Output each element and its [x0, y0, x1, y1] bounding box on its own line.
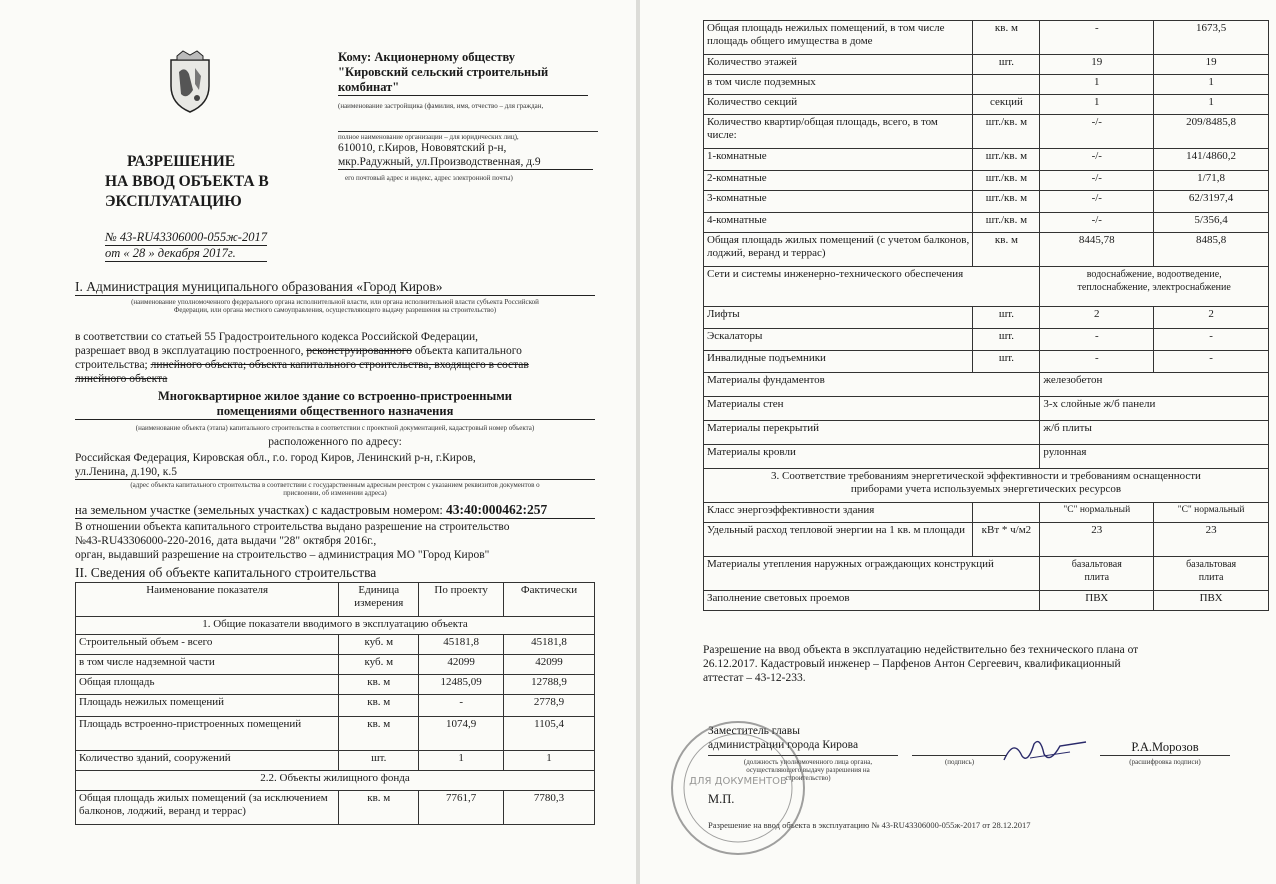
table-row: [704, 445, 1269, 469]
cell-project: -/-: [1040, 149, 1154, 171]
table-row: [704, 307, 1269, 329]
cell-name: Строительный объем - всего: [76, 635, 339, 655]
cell-project: "С" нормальный: [1040, 503, 1154, 523]
table-row: [704, 115, 1269, 149]
recipient-name-line-3: комбинат": [338, 80, 588, 96]
table-group-row: [76, 771, 595, 791]
cell-unit: куб. м: [339, 635, 419, 655]
cell-value: железобетон: [1040, 373, 1269, 397]
section3-title-line-1: 3. Соответствие требованиям энергетической эффективности и требованиям оснащенности: [771, 470, 1201, 482]
table-section-row: [704, 469, 1269, 503]
cell-unit: секций: [973, 95, 1040, 115]
object-name-line-1: Многоквартирное жилое здание со встроенно-пристроенными: [158, 389, 512, 403]
recipient-label: Кому:: [338, 50, 372, 64]
table-row: [704, 523, 1269, 557]
section1-title: I. Администрация муниципального образования «Город Киров»: [75, 279, 595, 296]
cell-name: Количество секций: [704, 95, 973, 115]
signer-caption-line-2: осуществляющего выдачу разрешения на: [746, 766, 870, 774]
located-label: расположенного по адресу:: [268, 436, 402, 448]
table-row: [704, 21, 1269, 55]
table-header-row: [76, 583, 595, 617]
table-row: [76, 751, 595, 771]
signature-line: [912, 755, 1007, 756]
insulation-actual-line-1: базальтовая: [1186, 559, 1237, 570]
cell-actual: "С" нормальный: [1154, 503, 1269, 523]
cell-unit: кв. м: [973, 21, 1040, 55]
table-row: [76, 635, 595, 655]
cell-project: -: [1040, 351, 1154, 373]
cell-unit: шт.: [973, 329, 1040, 351]
table-row: [76, 791, 595, 825]
cell-name: Материалы перекрытий: [704, 421, 1040, 445]
table-row: [704, 213, 1269, 233]
cell-unit: шт./кв. м: [973, 149, 1040, 171]
cell-name: Материалы кровли: [704, 445, 1040, 469]
cell-actual: 2778,9: [504, 695, 595, 717]
signer-name: Р.А.Морозов: [1100, 740, 1230, 756]
cadastral-number: 43:40:000462:257: [446, 502, 548, 517]
signer-name-caption: (расшифровка подписи): [1129, 758, 1201, 766]
table-row: [704, 267, 1269, 307]
build-permit-line-2: №43-RU43306000-220-2016, дата выдачи "28" октября 2016г.,: [75, 535, 377, 547]
cell-project: -/-: [1040, 213, 1154, 233]
cell-value: рулонная: [1040, 445, 1269, 469]
table-row: [704, 75, 1269, 95]
permission-struck-text-1: реконструированного: [306, 345, 412, 357]
object-address-caption-line-2: присвоении, об изменении адреса): [283, 489, 387, 497]
cell-name: Лифты: [704, 307, 973, 329]
recipient-address-caption: его почтовый адрес и индекс, адрес электронной почты): [345, 174, 513, 182]
cell-name: 4-комнатные: [704, 213, 973, 233]
recipient-block: [338, 50, 628, 96]
recipient-name-line-1: Акционерному обществу: [374, 50, 516, 64]
signer-caption-line-3: строительство): [785, 774, 831, 782]
cell-unit: шт.: [973, 351, 1040, 373]
cell-name: Количество квартир/общая площадь, всего, в том числе:: [704, 115, 973, 149]
cell-actual: 1105,4: [504, 717, 595, 751]
cell-name: Количество этажей: [704, 55, 973, 75]
cell-unit: шт.: [973, 307, 1040, 329]
build-permit-line-3: орган, выдавший разрешение на строительство – администрация МО "Город Киров": [75, 549, 490, 561]
cell-unit: [973, 503, 1040, 523]
cell-name: Общая площадь нежилых помещений, в том числе площадь общего имущества в доме: [704, 21, 973, 55]
permission-line-3: строительства;: [75, 359, 151, 371]
cell-unit: шт.: [973, 55, 1040, 75]
table-row: [704, 397, 1269, 421]
cell-name: Материалы стен: [704, 397, 1040, 421]
column-header: Фактически: [504, 583, 595, 617]
document-title-line-3: ЭКСПЛУАТАЦИЮ: [105, 193, 242, 210]
cell-project: 23: [1040, 523, 1154, 557]
table-row: [76, 675, 595, 695]
cell-unit: шт./кв. м: [973, 213, 1040, 233]
cell-actual: 23: [1154, 523, 1269, 557]
validity-note-line-3: аттестат – 43-12-233.: [703, 672, 806, 684]
cell-name: 2-комнатные: [704, 171, 973, 191]
cell-project: -/-: [1040, 191, 1154, 213]
signature-caption: (подпись): [944, 758, 975, 766]
group-title: 2.2. Объекты жилищного фонда: [76, 771, 595, 791]
insulation-project-line-2: плита: [1084, 572, 1110, 583]
column-header: По проекту: [419, 583, 504, 617]
table-row: [704, 421, 1269, 445]
cell-name: Общая площадь жилых помещений (с учетом балконов, лоджий, веранд и террас): [704, 233, 973, 267]
object-name: [75, 389, 595, 420]
cell-name: Площадь нежилых помещений: [76, 695, 339, 717]
cell-name: Общая площадь: [76, 675, 339, 695]
document-number-text: № 43-RU43306000-055ж-2017: [105, 230, 267, 244]
cell-project: -: [1040, 329, 1154, 351]
cell-unit: шт./кв. м: [973, 115, 1040, 149]
object-address-caption-line-1: (адрес объекта капитального строительства в соответствии с государственным адресным реестром с указанием реквизитов документов о: [130, 481, 540, 489]
cell-actual: 7780,3: [504, 791, 595, 825]
cell-unit: кв. м: [339, 675, 419, 695]
cell-actual: 1/71,8: [1154, 171, 1269, 191]
cell-value: 3-х слойные ж/б панели: [1040, 397, 1269, 421]
section3-title: [704, 469, 1269, 503]
cell-unit: кв. м: [973, 233, 1040, 267]
cell-actual: 1: [504, 751, 595, 771]
section1-caption-line-1: (наименование уполномоченного федерального органа исполнительной власти, или органа исполнительной власти субъекта Российской: [131, 298, 539, 306]
cell-unit: [973, 75, 1040, 95]
stamp-text: ДЛЯ ДОКУМЕНТОВ: [689, 776, 787, 787]
cell-unit: шт.: [339, 751, 419, 771]
validity-note-line-1: Разрешение на ввод объекта в эксплуатацию недействительно без технического плана от: [703, 644, 1139, 656]
cell-name: Заполнение световых проемов: [704, 591, 1040, 611]
cell-project: -/-: [1040, 115, 1154, 149]
table-row: [704, 55, 1269, 75]
seal-place-label: М.П.: [708, 792, 735, 806]
object-info-table-right: [703, 20, 1269, 611]
cell-unit: кв. м: [339, 695, 419, 717]
table-row: [704, 171, 1269, 191]
cell-actual: 12788,9: [504, 675, 595, 695]
cell-unit: шт./кв. м: [973, 171, 1040, 191]
cell-actual: 42099: [504, 655, 595, 675]
cell-name: Площадь встроенно-пристроенных помещений: [76, 717, 339, 751]
cell-actual: 5/356,4: [1154, 213, 1269, 233]
cell-actual: 2: [1154, 307, 1269, 329]
cell-project: 1: [419, 751, 504, 771]
cell-name: в том числе надземной части: [76, 655, 339, 675]
cell-value: ж/б плиты: [1040, 421, 1269, 445]
table-row: [704, 557, 1269, 591]
section3-title-line-2: приборами учета используемых энергетических ресурсов: [850, 483, 1122, 495]
insulation-actual-line-2: плита: [1198, 572, 1224, 583]
column-header: Единица измерения: [339, 583, 419, 617]
cell-name: в том числе подземных: [704, 75, 973, 95]
validity-note-line-2: 26.12.2017. Кадастровый инженер – Парфенов Антон Сергеевич, квалификационный: [703, 658, 1121, 670]
cell-project: -: [419, 695, 504, 717]
permission-struck-text-2: линейного объекта; объекта капитального строительства, входящего в состав: [150, 359, 529, 371]
cell-project: 1: [1040, 95, 1154, 115]
table-row: [704, 591, 1269, 611]
table-row: [76, 717, 595, 751]
land-plot: [75, 502, 595, 519]
table-row: [76, 655, 595, 675]
cell-project: -/-: [1040, 171, 1154, 191]
cell-actual: 45181,8: [504, 635, 595, 655]
table-row: [704, 351, 1269, 373]
section2-title: II. Сведения об объекте капитального строительства: [75, 565, 377, 580]
insulation-project-line-1: базальтовая: [1071, 559, 1122, 570]
left-page: [0, 0, 636, 884]
cell-project: 1: [1040, 75, 1154, 95]
permission-line-2-end: объекта капитального: [411, 345, 522, 357]
recipient-address-line-2: мкр.Радужный, ул.Производственная, д.9: [338, 155, 593, 170]
object-caption: (наименование объекта (этапа) капитального строительства в соответствии с проектной документацией, кадастровый номер объекта): [135, 424, 535, 432]
cell-actual: 8485,8: [1154, 233, 1269, 267]
signer-title-line-1: Заместитель главы: [708, 725, 800, 737]
object-address-line-1: Российская Федерация, Кировская обл., г.о. город Киров, Ленинский р-н, г.Киров,: [75, 452, 476, 464]
cell-name: 1-комнатные: [704, 149, 973, 171]
document-title: [105, 152, 315, 212]
permission-line-2: разрешает ввод в эксплуатацию построенного,: [75, 345, 307, 357]
cell-project: 19: [1040, 55, 1154, 75]
footer-note: Разрешение на ввод объекта в эксплуатацию № 43-RU43306000-055ж-2017 от 28.12.2017: [708, 820, 1031, 830]
document-title-line-1: РАЗРЕШЕНИЕ: [127, 153, 236, 170]
table-row: [704, 149, 1269, 171]
section1-caption: [75, 298, 595, 314]
build-permit-line-1: В отношении объекта капитального строительства выдано разрешение на строительство: [75, 521, 510, 533]
official-stamp-icon: [668, 718, 808, 858]
cell-actual: -: [1154, 351, 1269, 373]
networks-line-2: теплоснабжение, электроснабжение: [1077, 282, 1231, 293]
cell-actual: 141/4860,2: [1154, 149, 1269, 171]
cell-actual: 1673,5: [1154, 21, 1269, 55]
object-info-table-left: [75, 582, 595, 825]
cell-name: Удельный расход тепловой энергии на 1 кв. м площади: [704, 523, 973, 557]
cell-unit: кв. м: [339, 717, 419, 751]
cell-unit: кВт * ч/м2: [973, 523, 1040, 557]
cell-project: 7761,7: [419, 791, 504, 825]
build-permit: [75, 520, 595, 562]
cell-project: 8445,78: [1040, 233, 1154, 267]
cell-name: Материалы утепления наружных ограждающих конструкций: [704, 557, 1040, 591]
permission-line-1: в соответствии со статьей 55 Градостроительного кодекса Российской Федерации,: [75, 331, 479, 343]
cell-project: 45181,8: [419, 635, 504, 655]
cell-name: 3-комнатные: [704, 191, 973, 213]
cell-name: Класс энергоэффективности здания: [704, 503, 973, 523]
cell-name: Количество зданий, сооружений: [76, 751, 339, 771]
signature-icon: [1000, 734, 1090, 768]
recipient-name-line-2: "Кировский сельский строительный: [338, 65, 549, 79]
coat-of-arms-icon: [165, 50, 215, 114]
recipient-caption-2: полное наименование организации – для юридических лиц),: [338, 131, 598, 141]
recipient-caption-1: (наименование застройщика (фамилия, имя, отчество – для граждан,: [338, 102, 544, 110]
cell-actual: -: [1154, 329, 1269, 351]
object-address-line-2: ул.Ленина, д.190, к.5: [75, 465, 595, 480]
document-title-line-2: НА ВВОД ОБЪЕКТА В: [105, 173, 269, 190]
object-name-line-2: помещениями общественного назначения: [75, 404, 595, 420]
cell-actual: 1: [1154, 75, 1269, 95]
cell-actual: ПВХ: [1154, 591, 1269, 611]
table-row: [704, 503, 1269, 523]
recipient-address-line-1: 610010, г.Киров, Нововятский р-н,: [338, 142, 507, 154]
cell-value: [1040, 267, 1269, 307]
cell-name: Эскалаторы: [704, 329, 973, 351]
cell-project: 2: [1040, 307, 1154, 329]
table-row: [704, 329, 1269, 351]
cell-actual: 62/3197,4: [1154, 191, 1269, 213]
networks-line-1: водоснабжение, водоотведение,: [1086, 269, 1222, 280]
validity-note: [703, 643, 1269, 685]
cell-name: Инвалидные подъемники: [704, 351, 973, 373]
cell-unit: куб. м: [339, 655, 419, 675]
table-row: [704, 233, 1269, 267]
cell-name: Сети и системы инженерно-технического обеспечения: [704, 267, 1040, 307]
cell-actual: [1154, 557, 1269, 591]
land-plot-label: на земельном участке (земельных участках) с кадастровым номером:: [75, 503, 443, 517]
permission-paragraph: [75, 330, 595, 386]
cell-actual: 1: [1154, 95, 1269, 115]
permission-struck-text-3: линейного объекта: [75, 373, 168, 385]
table-group-row: [76, 617, 595, 635]
cell-project: 12485,09: [419, 675, 504, 695]
cell-project: 42099: [419, 655, 504, 675]
object-address-caption: [75, 481, 595, 497]
cell-actual: 209/8485,8: [1154, 115, 1269, 149]
cell-project: [1040, 557, 1154, 591]
cell-unit: шт./кв. м: [973, 191, 1040, 213]
table-row: [704, 191, 1269, 213]
cell-actual: 19: [1154, 55, 1269, 75]
signer-caption-line-1: (должность уполномоченного лица органа,: [743, 758, 873, 766]
document-number: [105, 230, 267, 262]
table-row: [704, 373, 1269, 397]
cell-unit: кв. м: [339, 791, 419, 825]
cell-project: -: [1040, 21, 1154, 55]
table-row: [76, 695, 595, 717]
signer-title-line-2: администрации города Кирова: [708, 739, 859, 751]
section1-caption-line-2: Федерации, или органа местного самоуправления, осуществляющего выдачу разрешения на строительство): [173, 306, 497, 314]
cell-name: Общая площадь жилых помещений (за исключением балконов, лоджий, веранд и террас): [76, 791, 339, 825]
cell-project: 1074,9: [419, 717, 504, 751]
table-row: [704, 95, 1269, 115]
group-title: 1. Общие показатели вводимого в эксплуатацию объекта: [76, 617, 595, 635]
document-date: от « 28 » декабря 2017г.: [105, 246, 267, 262]
column-header: Наименование показателя: [76, 583, 339, 617]
cell-name: Материалы фундаментов: [704, 373, 1040, 397]
cell-project: ПВХ: [1040, 591, 1154, 611]
